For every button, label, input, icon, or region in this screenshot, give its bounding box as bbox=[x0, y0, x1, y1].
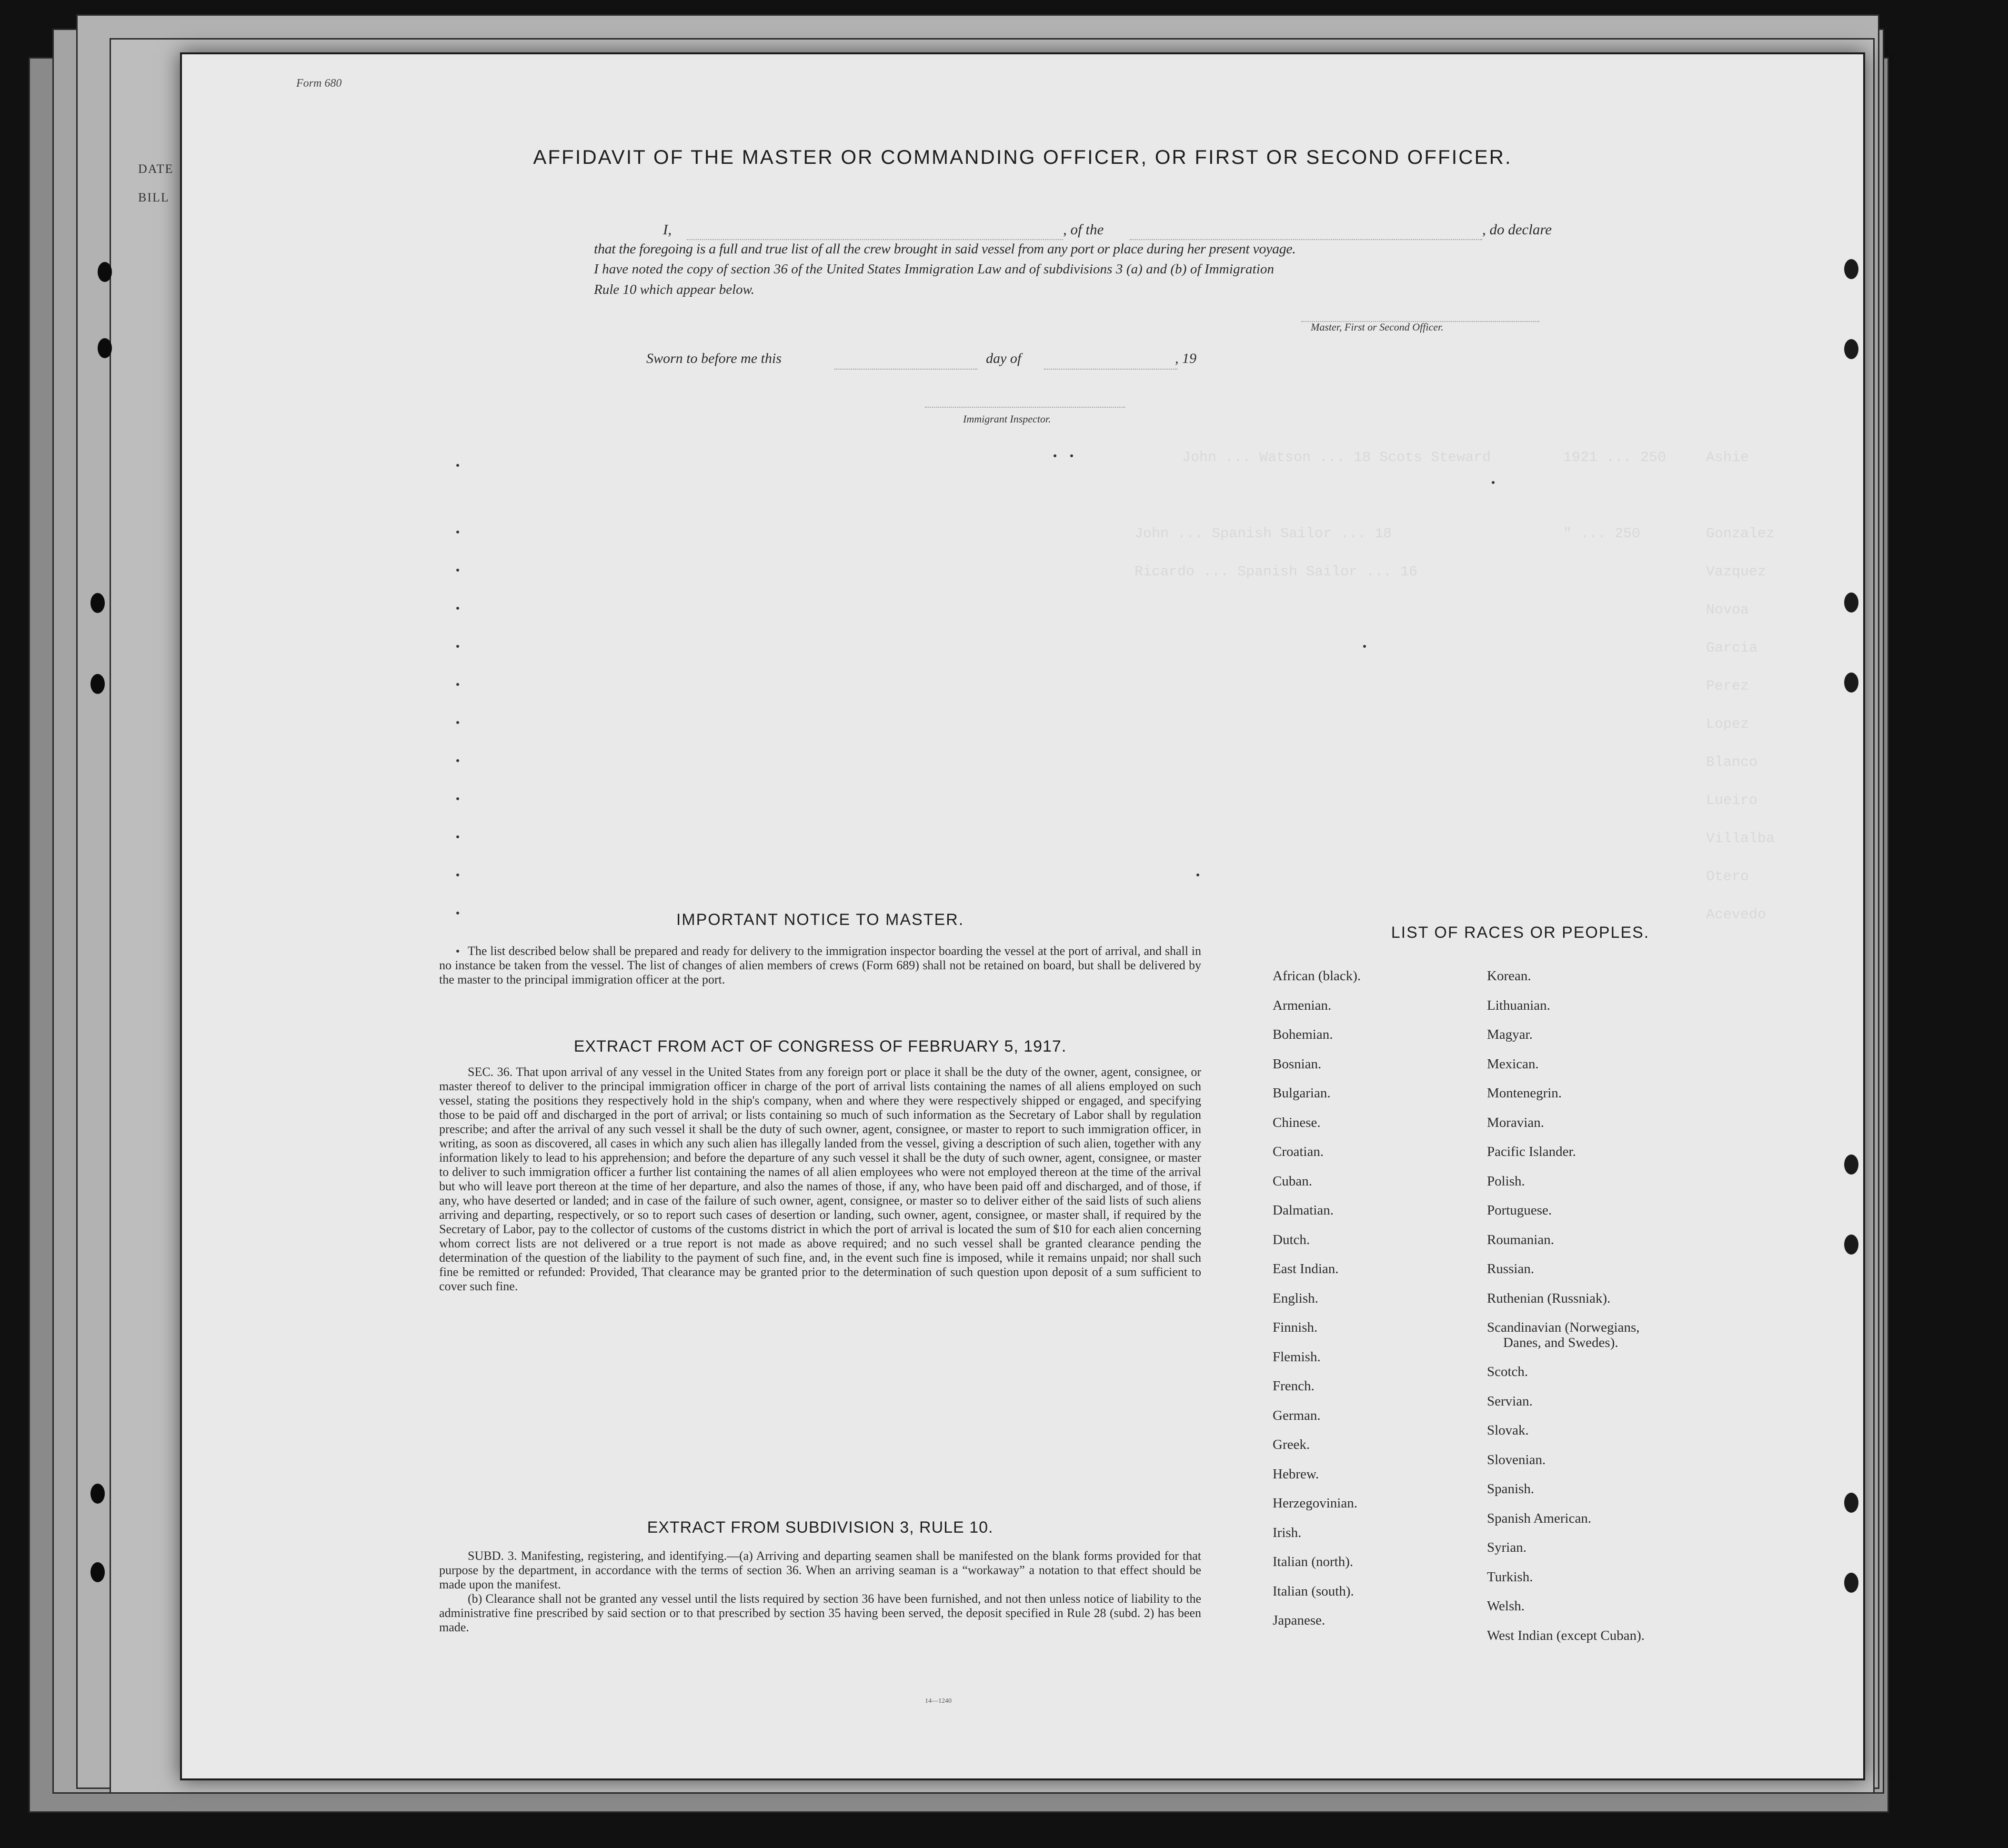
race-entry: Spanish American. bbox=[1487, 1510, 1592, 1526]
races-right-column bbox=[1487, 962, 1645, 1650]
bleed-through-text: Ricardo ... Spanish Sailor ... 16 bbox=[1135, 564, 1418, 580]
form-page bbox=[180, 52, 1865, 1780]
race-entry: Roumanian. bbox=[1487, 1232, 1554, 1247]
name-blank[interactable] bbox=[687, 239, 1063, 240]
race-entry: Chinese. bbox=[1273, 1115, 1321, 1130]
race-entry: Polish. bbox=[1487, 1173, 1525, 1189]
print-dot bbox=[1492, 481, 1495, 484]
print-dot bbox=[1070, 454, 1073, 457]
print-dot bbox=[456, 759, 459, 762]
binder-hole bbox=[90, 1562, 105, 1582]
bleed-through-text: John ... Watson ... 18 Scots Steward bbox=[1182, 450, 1491, 466]
print-dot bbox=[1363, 645, 1366, 648]
race-entry: West Indian (except Cuban). bbox=[1487, 1627, 1645, 1643]
race-entry: Servian. bbox=[1487, 1393, 1533, 1409]
margin-label-date: DATE bbox=[138, 162, 174, 176]
print-dot bbox=[1054, 454, 1056, 457]
binder-hole bbox=[1844, 339, 1858, 359]
race-entry: Croatian. bbox=[1273, 1144, 1324, 1159]
print-dot bbox=[456, 874, 459, 876]
race-entry: Dutch. bbox=[1273, 1232, 1310, 1247]
race-entry: German. bbox=[1273, 1407, 1321, 1423]
bleed-through-text: Gonzalez bbox=[1706, 526, 1775, 542]
form-number: Form 680 bbox=[296, 77, 342, 90]
affidavit-title: AFFIDAVIT OF THE MASTER OR COMMANDING OFFICER, OR FIRST OR SECOND OFFICER. bbox=[533, 146, 1512, 168]
sworn-day-of: day of bbox=[986, 351, 1022, 366]
act-paragraph: SEC. 36. That upon arrival of any vessel in the United States from any foreign port or place it shall be the duty of the owner, agent, consignee, or master thereof to deliver to the principal immigration officer in charge of the port of arrival lists containing the names of all aliens employed on such vessel, stating the positions they respectively hold in the ship's company, when and where they were respectively shipped or engaged, and specifying those to be paid off and discharged in the port of arrival; or lists containing so much of such information as the Secretary of Labor shall by regulation prescribe; and after the arrival of any such vessel it shall be the duty of such owner, agent, consignee, or master to report to such immigration officer, in writing, as soon as discovered, all cases in which any such alien has illegally landed from the vessel, giving a description of such alien, together with any information likely to lead to his apprehension; and before the departure of any such vessel it shall be the duty of such owner, agent, consignee, or master to deliver to such immigration officer a further list containing the names of all alien employees who were not employed thereon at the time of the arrival but who will leave port thereon at the time of her departure, and also the names of those, if any, who have been paid off and discharged, and of those, if any, who have deserted or landed; and in case of the failure of such owner, agent, consignee, or master so to deliver either of the said lists of such aliens arriving and departing, respectively, or so to report such cases of desertion or landing, such owner, agent, consignee, or master shall, if required by the Secretary of Labor, pay to the collector of customs of the customs district in which the port of arrival is located the sum of $10 for each alien concerning whom correct lists are not delivered or a true report is not made as above required; and no such vessel shall be granted clearance pending the determination of the question of the liability to the payment of such fine, and, in the event such fine is imposed, while it remains unpaid; nor shall such fine be remitted or refunded: Provided, That clearance may be granted prior to the determination of such question upon deposit of a sum sufficient to cover such fine. bbox=[439, 1065, 1201, 1293]
race-entry: African (black). bbox=[1273, 968, 1361, 984]
act-extract-text bbox=[439, 1065, 1201, 1294]
race-entry: Italian (south). bbox=[1273, 1583, 1354, 1599]
binder-hole bbox=[90, 674, 105, 694]
vessel-blank[interactable] bbox=[1130, 239, 1482, 240]
race-entry: Slovenian. bbox=[1487, 1452, 1546, 1467]
print-dot bbox=[456, 835, 459, 838]
race-entry: Moravian. bbox=[1487, 1115, 1544, 1130]
bleed-through-text: Novoa bbox=[1706, 602, 1749, 618]
act-extract-title: EXTRACT FROM ACT OF CONGRESS OF FEBRUARY 5, 1917. bbox=[573, 1037, 1067, 1055]
race-entry: Turkish. bbox=[1487, 1569, 1533, 1585]
race-entry: Italian (north). bbox=[1273, 1554, 1354, 1569]
bleed-through-text: Ashie bbox=[1706, 450, 1749, 466]
print-dot bbox=[456, 464, 459, 467]
print-dot bbox=[456, 721, 459, 724]
race-entry: Cuban. bbox=[1273, 1173, 1312, 1189]
race-entry: Russian. bbox=[1487, 1261, 1535, 1276]
binder-hole bbox=[1844, 673, 1858, 693]
race-entry: French. bbox=[1273, 1378, 1315, 1394]
race-entry: Scandinavian (Norwegians, bbox=[1487, 1320, 1640, 1335]
race-entry: Flemish. bbox=[1273, 1349, 1321, 1365]
sworn-month-blank[interactable] bbox=[1044, 369, 1177, 370]
bleed-through-text: 1921 ... 250 bbox=[1563, 450, 1667, 466]
bleed-through-text: Otero bbox=[1706, 869, 1749, 885]
rule-extract-text bbox=[439, 1549, 1201, 1635]
print-code: 14—1240 bbox=[925, 1697, 952, 1705]
bleed-through-text: Vazquez bbox=[1706, 564, 1767, 580]
declaration-end: , do declare bbox=[1482, 221, 1552, 238]
race-entry: Slovak. bbox=[1487, 1423, 1529, 1438]
declaration-line-2: that the foregoing is a full and true list of all the crew brought in said vessel from any port or place during her present voyage. bbox=[594, 241, 1296, 257]
race-entry: Armenian. bbox=[1273, 997, 1332, 1013]
race-entry: Mexican. bbox=[1487, 1056, 1539, 1072]
signature-label: Master, First or Second Officer. bbox=[1311, 321, 1444, 333]
races-title: LIST OF RACES OR PEOPLES. bbox=[1391, 924, 1650, 942]
races-left-column bbox=[1273, 962, 1361, 1636]
bleed-through-text: Blanco bbox=[1706, 754, 1758, 771]
binder-hole bbox=[1844, 1155, 1858, 1175]
bleed-through-text: Lueiro bbox=[1706, 793, 1758, 809]
print-dot bbox=[1196, 874, 1199, 876]
print-dot bbox=[456, 531, 459, 533]
print-dot bbox=[456, 797, 459, 800]
race-entry: Herzegovinian. bbox=[1273, 1496, 1357, 1511]
binder-hole bbox=[1844, 1493, 1858, 1513]
rule-paragraph-b: (b) Clearance shall not be granted any vessel until the lists required by section 36 have been furnished, and not then unless notice of liability to the administrative fine prescribed by said section or to that prescribed by section 35 having been served, the deposit specified in Rule 28 (subd. 2) has been made. bbox=[439, 1592, 1201, 1634]
binder-hole bbox=[98, 262, 112, 282]
bleed-through-text: Garcia bbox=[1706, 640, 1758, 656]
print-dot bbox=[456, 569, 459, 572]
race-entry: Hebrew. bbox=[1273, 1466, 1319, 1482]
race-entry: East Indian. bbox=[1273, 1261, 1339, 1276]
sworn-year: , 19 bbox=[1175, 351, 1196, 366]
race-entry: Montenegrin. bbox=[1487, 1085, 1562, 1101]
binder-hole bbox=[1844, 1235, 1858, 1255]
race-entry: Finnish. bbox=[1273, 1320, 1318, 1335]
bleed-through-text: Acevedo bbox=[1706, 907, 1767, 923]
race-entry: Syrian. bbox=[1487, 1540, 1526, 1555]
bleed-through-text: " ... 250 bbox=[1563, 526, 1641, 542]
rule-paragraph-a: SUBD. 3. Manifesting, registering, and identifying.—(a) Arriving and departing seamen shall be manifested on the blank forms provided for that purpose by the department, in accordance with the terms of section 36. When an arriving seaman is a “workaway” a notation to that effect should be made upon the manifest. bbox=[439, 1549, 1201, 1591]
bleed-through-text: Lopez bbox=[1706, 716, 1749, 733]
race-entry: Korean. bbox=[1487, 968, 1531, 984]
rule-extract-title: EXTRACT FROM SUBDIVISION 3, RULE 10. bbox=[647, 1518, 994, 1537]
print-dot bbox=[456, 683, 459, 686]
race-entry: Irish. bbox=[1273, 1525, 1302, 1540]
sworn-prefix: Sworn to before me this bbox=[646, 351, 782, 366]
race-entry: Welsh. bbox=[1487, 1598, 1525, 1614]
notice-text bbox=[439, 944, 1201, 987]
bleed-through-text: Perez bbox=[1706, 678, 1749, 694]
print-dot bbox=[456, 607, 459, 610]
race-entry: Bosnian. bbox=[1273, 1056, 1322, 1072]
declaration-line-4: Rule 10 which appear below. bbox=[594, 282, 754, 297]
binder-hole bbox=[1844, 1573, 1858, 1593]
binder-hole bbox=[90, 593, 105, 613]
race-entry: Magyar. bbox=[1487, 1027, 1533, 1042]
binder-hole bbox=[1844, 593, 1858, 613]
inspector-label: Immigrant Inspector. bbox=[963, 413, 1051, 425]
race-entry: Lithuanian. bbox=[1487, 997, 1550, 1013]
binder-hole bbox=[1844, 259, 1858, 279]
sworn-day-blank[interactable] bbox=[834, 369, 977, 370]
race-entry: Ruthenian (Russniak). bbox=[1487, 1290, 1611, 1306]
race-entry: Greek. bbox=[1273, 1437, 1310, 1452]
binder-hole bbox=[90, 1484, 105, 1504]
race-entry: Bulgarian. bbox=[1273, 1085, 1331, 1101]
declaration-i: I, bbox=[663, 221, 672, 238]
bleed-through-text: Villalba bbox=[1706, 831, 1775, 847]
race-entry: Spanish. bbox=[1487, 1481, 1535, 1496]
race-entry: Japanese. bbox=[1273, 1613, 1325, 1628]
race-entry: Bohemian. bbox=[1273, 1027, 1333, 1042]
declaration-of-the: , of the bbox=[1063, 221, 1104, 238]
inspector-signature-line[interactable] bbox=[925, 407, 1125, 408]
race-entry: Scotch. bbox=[1487, 1364, 1528, 1379]
print-dot bbox=[456, 645, 459, 648]
margin-label-bill: BILL bbox=[138, 191, 170, 204]
race-entry: Pacific Islander. bbox=[1487, 1144, 1576, 1159]
binder-hole bbox=[98, 338, 112, 358]
race-entry: Portuguese. bbox=[1487, 1203, 1552, 1218]
race-entry: English. bbox=[1273, 1290, 1318, 1306]
race-entry: Danes, and Swedes). bbox=[1503, 1335, 1618, 1350]
bleed-through-text: John ... Spanish Sailor ... 18 bbox=[1135, 526, 1392, 542]
declaration-line-3: I have noted the copy of section 36 of the United States Immigration Law and of subdivisions 3 (a) and (b) of Immigration bbox=[594, 261, 1275, 277]
notice-paragraph: The list described below shall be prepared and ready for delivery to the immigration inspector boarding the vessel at the port of arrival, and shall in no instance be taken from the vessel. The list of changes of alien members of crews (Form 689) shall not be retained on board, but shall be delivered by the master to the principal immigration officer at the port. bbox=[439, 944, 1201, 986]
notice-title: IMPORTANT NOTICE TO MASTER. bbox=[676, 911, 964, 929]
race-entry: Dalmatian. bbox=[1273, 1203, 1334, 1218]
